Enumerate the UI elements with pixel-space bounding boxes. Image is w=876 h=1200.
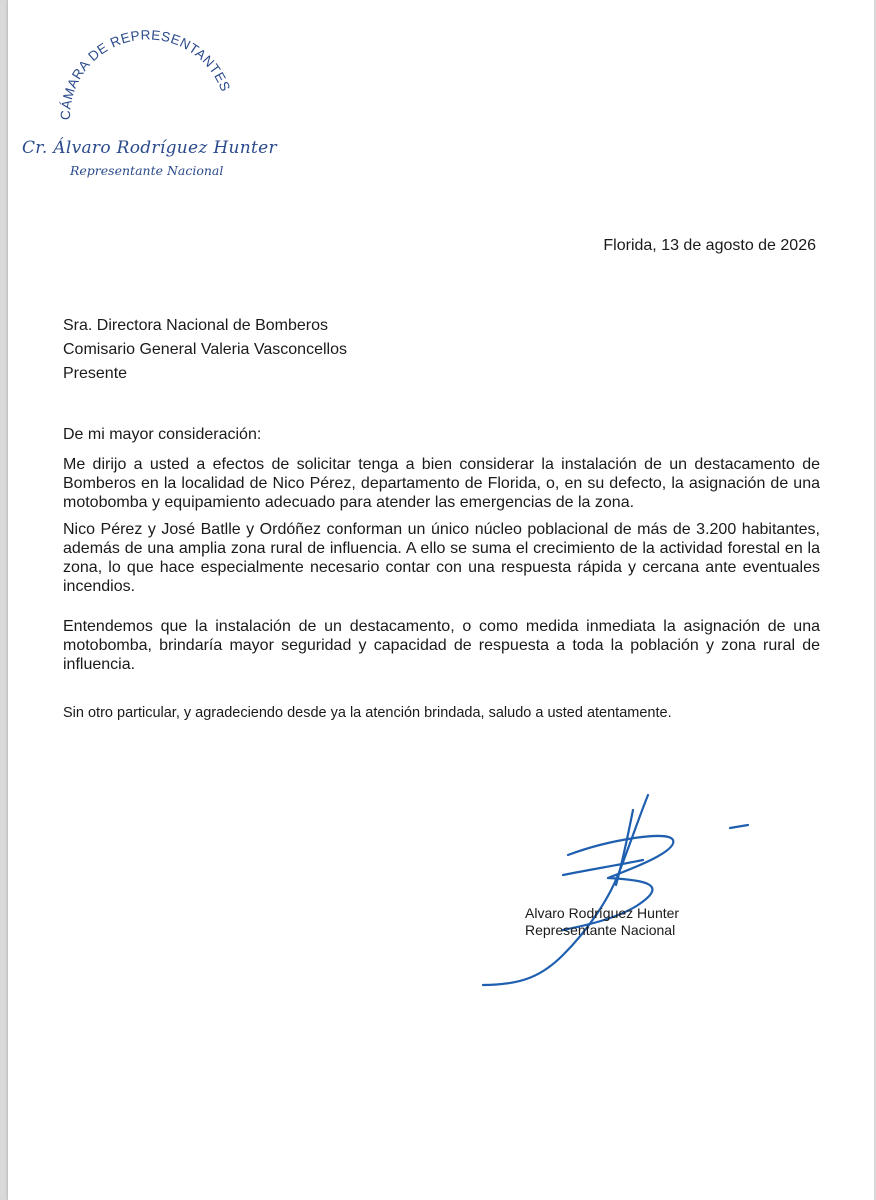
author-name: Cr. Álvaro Rodríguez Hunter <box>22 138 277 158</box>
letter-date: Florida, 13 de agosto de 2026 <box>603 237 816 254</box>
greeting: De mi mayor consideración: <box>63 426 262 443</box>
signatory-block <box>525 905 679 939</box>
author-title: Representante Nacional <box>70 163 224 178</box>
letterhead <box>8 0 308 200</box>
closing-line: Sin otro particular, y agradeciendo desde ya la atención brindada, saludo a usted atentamente. <box>63 705 672 721</box>
signatory-title: Representante Nacional <box>525 922 676 938</box>
paragraph-2: Nico Pérez y José Batlle y Ordóñez conforman un único núcleo poblacional de más de 3.200 habitantes, además de una amplia zona rural de influencia. A ello se suma el crecimiento de la actividad forestal en la zona, lo que hace especialmente necesario contar con una respuesta rápida y cercana ante eventuales incendios. <box>63 521 820 595</box>
addressee-line-1: Sra. Directora Nacional de Bomberos <box>63 317 329 334</box>
handwritten-signature <box>468 790 758 990</box>
addressee-line-2: Comisario General Valeria Vasconcellos <box>63 341 347 358</box>
paragraph-3: Entendemos que la instalación de un destacamento, o como medida inmediata la asignación de una motobomba, brindaría mayor seguridad y capacidad de respuesta a toda la población y zona rural de influencia. <box>63 618 820 673</box>
svg-text:CÁMARA DE REPRESENTANTES: CÁMARA DE REPRESENTANTES <box>57 27 234 121</box>
addressee-line-3: Presente <box>63 365 128 382</box>
chamber-seal-logo <box>48 20 248 130</box>
signatory-name: Alvaro Rodríguez Hunter <box>525 905 680 921</box>
paragraph-1: Me dirijo a usted a efectos de solicitar tenga a bien considerar la instalación de un destacamento de Bomberos en la localidad de Nico Pérez, departamento de Florida, o, en su defecto, la asignación de una motobomba y equipamiento adecuado para atender las emergencias de la zona. <box>63 456 820 511</box>
letter-page <box>8 0 874 1200</box>
addressee-block <box>63 314 347 386</box>
